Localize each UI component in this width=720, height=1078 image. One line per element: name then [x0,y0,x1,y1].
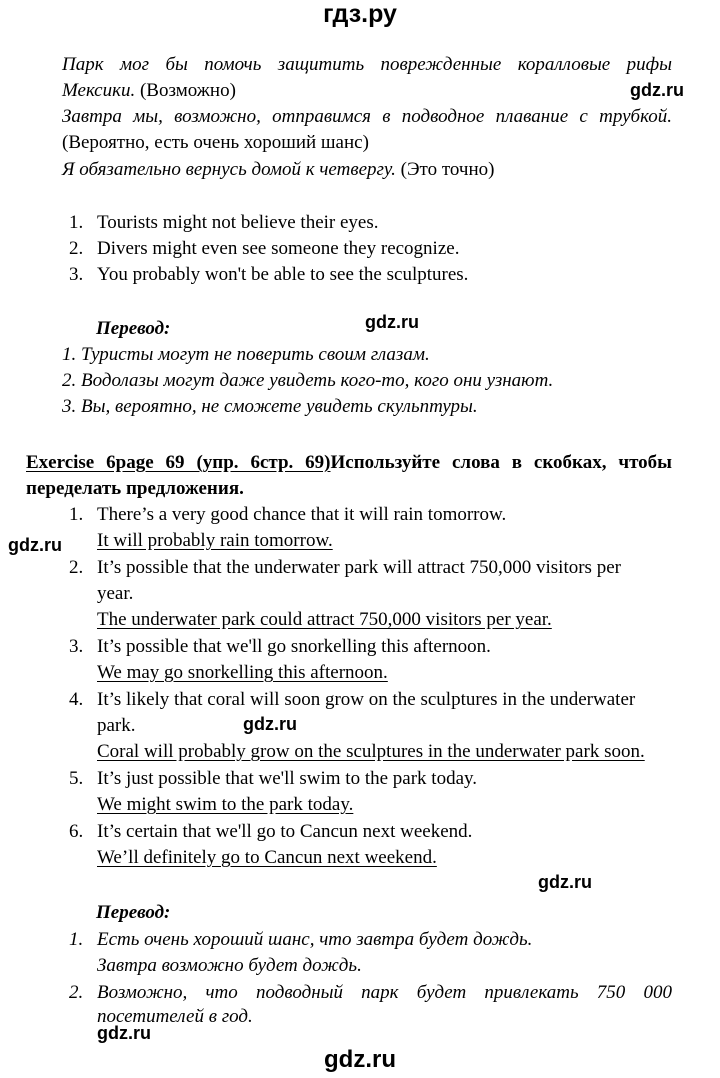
translation-item-text: Возможно, что подводный парк будет привлекать 750 000 [97,982,672,1003]
exercise-answer: We might swim to the park today. [97,794,354,815]
translation-line: 2. Водолазы могут даже увидеть кого-то, кого они узнают. [62,370,554,391]
exercise-heading [26,450,672,476]
site-header: гдз.ру [323,0,397,28]
exercise-answer: Coral will probably grow on the sculptures in the underwater park soon. [97,741,645,762]
translation-item-text: Есть очень хороший шанс, что завтра будет дождь. [97,929,533,950]
top-line-3: Завтра мы, возможно, отправимся в подводное плавание с трубкой. [62,106,672,127]
watermark: gdz.ru [630,80,684,100]
footer-watermark: gdz.ru [324,1046,396,1073]
exercise-item-text: It’s possible that we'll go snorkelling this afternoon. [97,636,491,657]
list-item-text: Tourists might not believe their eyes. [97,212,379,233]
exercise-item-number: 4. [69,689,84,710]
exercise-item [69,555,672,581]
exercise-item-text: It’s just possible that we'll swim to the park today. [97,768,478,789]
exercise-answer: It will probably rain tomorrow. [97,530,333,551]
watermark: gdz.ru [243,714,297,734]
top-line-5-note: (Это точно) [395,159,495,180]
translation-item [69,980,672,1006]
top-line-4: (Вероятно, есть очень хороший шанс) [62,132,369,153]
top-line-5 [62,157,494,183]
list-item-number: 1. [69,212,84,233]
exercise-item-text: It’s possible that the underwater park will attract 750,000 visitors per [97,557,621,578]
top-line-2-note: (Возможно) [135,80,236,101]
top-line-2-italic: Мексики. [62,80,136,101]
exercise-item-number: 5. [69,768,84,789]
list-item-text: Divers might even see someone they recognize. [97,238,460,259]
exercise-ref: Exercise 6page 69 (упр. 6стр. 69) [26,452,331,473]
translation-line: 1. Туристы могут не поверить своим глазам. [62,344,430,365]
list-item [69,262,468,288]
exercise-item-text: There’s a very good chance that it will rain tomorrow. [97,504,507,525]
top-line-5-italic: Я обязательно вернусь домой к четвергу. [62,159,396,180]
exercise-item [69,634,491,660]
exercise-item [69,819,472,845]
top-line-2 [62,78,236,104]
translation-item-cont: посетителей в год. [97,1006,253,1027]
exercise-item [69,687,635,713]
list-item [69,210,379,236]
exercise-item-cont: year. [97,583,134,604]
translation-heading: Перевод: [96,902,171,923]
exercise-answer: We may go snorkelling this afternoon. [97,662,388,683]
watermark: gdz.ru [538,872,592,892]
translation-item-number: 1. [69,929,84,950]
exercise-item-number: 6. [69,821,84,842]
exercise-item [69,766,477,792]
exercise-item-number: 1. [69,504,84,525]
exercise-item-number: 3. [69,636,84,657]
exercise-heading-cont: переделать предложения. [26,478,244,499]
exercise-item-cont: park. [97,715,136,736]
top-line-1: Парк мог бы помочь защитить поврежденные коралловые рифы [62,54,672,75]
exercise-item-number: 2. [69,557,84,578]
watermark: gdz.ru [365,312,419,332]
translation-item-cont: Завтра возможно будет дождь. [97,955,362,976]
translation-line: 3. Вы, вероятно, не сможете увидеть скульптуры. [62,396,478,417]
list-item-number: 2. [69,238,84,259]
exercise-answer: The underwater park could attract 750,000 visitors per year. [97,609,552,630]
translation-item-number: 2. [69,982,84,1003]
translation-item [69,927,532,953]
list-item-text: You probably won't be able to see the sculptures. [97,264,469,285]
exercise-item-text: It’s likely that coral will soon grow on the sculptures in the underwater [97,689,636,710]
exercise-answer: We’ll definitely go to Cancun next weekend. [97,847,437,868]
watermark: gdz.ru [8,535,62,555]
exercise-task: Используйте слова в скобках, чтобы [330,452,672,473]
translation-heading: Перевод: [96,318,171,339]
exercise-item [69,502,506,528]
exercise-item-text: It’s certain that we'll go to Cancun next weekend. [97,821,473,842]
list-item-number: 3. [69,264,84,285]
list-item [69,236,459,262]
watermark: gdz.ru [97,1023,151,1043]
